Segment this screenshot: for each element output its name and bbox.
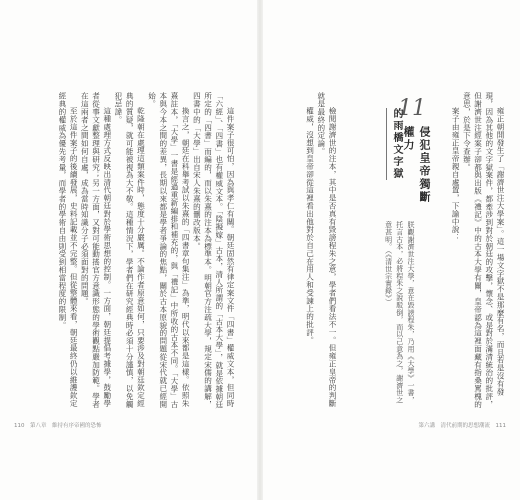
right-page xyxy=(262,0,520,500)
chapter-subtitle: 的雨橋文字獄 xyxy=(386,108,404,180)
chapter-title: 侵犯皇帝獨斷權力 xyxy=(402,126,431,204)
block-quote: 朕觀謝濟世注大學，意在毀謗程朱，乃用《大學》一書，托言古本，必將程朱之說駁倒，而以己意為之，謝濟世之意甚明。（《清世宗實錄》） xyxy=(384,221,415,404)
paragraph: 至於這件案子的後續發展，史料記載並不完整。但從整體來看，朝廷最終仍以維護欽定經典的權威為優先考量，而學者的學術自由則受到相當程度的限制。 xyxy=(57,92,79,408)
right-page-intro xyxy=(422,92,506,410)
paragraph: 權威，沒想到皇帝卻從這裡看出他對於自己在用人和受諫上的批評。 xyxy=(305,107,315,345)
chapter-number: 11 xyxy=(398,96,426,121)
paragraph: 這件案子很可怕，因為與孝仁有關。朝廷固然有律定案文件「四書」權威文本，但同時「六經」、「四書」也有權威文本。「陰擬嫁」古本，清人所謂的「古本大學」，就是依據朝廷所定的「四書」而編的，而以朱熹的注本為標準本。明朝官方注疏大學，規定宋儒的講解，四書中的「大學」出自宋人朱熹的刪改版本。 xyxy=(192,92,235,409)
paragraph: 這種處理方式反映出清代朝廷對於學術思想的控制。一方面，朝廷提倡考據學，鼓勵學者從事文獻整理與研究；另一方面，又對可能動搖官方意識形態的學術觀點嚴加防範。學者在這兩者之間如何自處，成為當時知識分子必須面對的問題。 xyxy=(80,92,112,408)
right-page-footer: 第六講 清代前期的思想潮流 111 xyxy=(418,423,506,429)
left-page-body xyxy=(28,92,236,410)
paragraph: 雍正朝開發生了「謝濟世注大學案」。這一場文字獄不是那麼有名，而且若是沒有發現，因為其他的文字獄案件，都牽涉到對於朝廷的攻擊，懷念、或是對於滿清統治的批評，但謝濟世注經案子卻都與出版《禮記》中的古本大學有關，皇帝認為這裡面藏有指桑罵槐的意思，於是下令查辦。 xyxy=(462,92,505,408)
paragraph: 乾隆朝在處理這類案件時，態度十分嚴厲。不論作者原意如何，只要涉及對朝廷欽定經典的質疑，就可能被視為大不敬。這種情況下，學者們在研究經典時必須十分謹慎，以免觸犯忌諱。 xyxy=(113,92,146,408)
paragraph: 檢閱謝濟世的注本，其中是否真有毀謗程朱之意，學者們看法不一。但雍正皇帝的判斷就是最終的定論。 xyxy=(316,92,337,408)
right-page-quote-block xyxy=(344,214,416,410)
right-page-lower-body xyxy=(278,92,338,410)
paragraph: 換言之，朝廷在科舉考試以朱熹的「四書章句集注」為準，明代以來都是這樣。依照朱熹註本，「大學」一書是經過重新編排和補充的，與「禮記」中所收的古本不同。「大學」古本與今本之間的差異，長期以來都是學者爭論的焦點，關於古本原貌的問題從宋代就已經開始。 xyxy=(147,92,191,409)
left-page xyxy=(0,0,258,500)
paragraph: 案子由雍正皇帝親自處置，下諭中說： xyxy=(451,107,461,242)
left-page-footer: 110 第八章 維持有序帝國的恐怖 xyxy=(14,423,102,429)
